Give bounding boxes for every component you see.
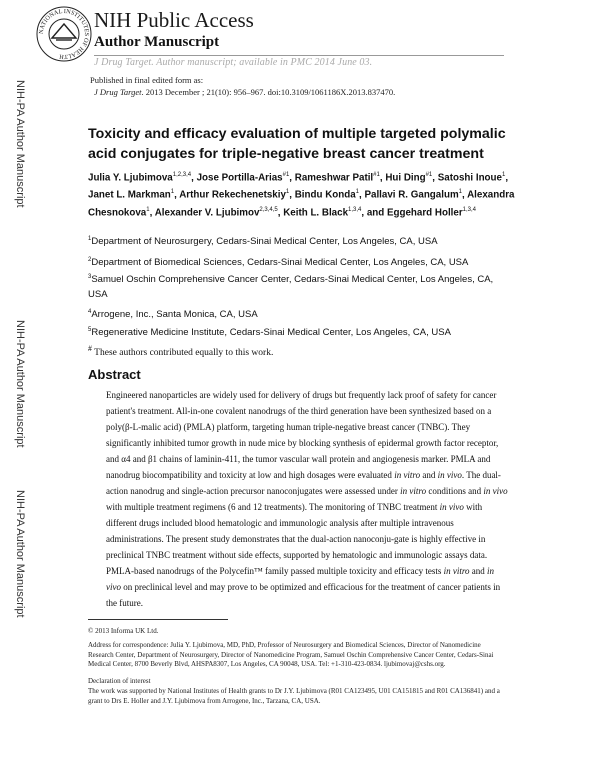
side-label-2: NIH-PA Author Manuscript (14, 320, 26, 448)
journal-availability-line: J Drug Target. Author manuscript; available in PMC 2014 June 03. (94, 57, 373, 68)
article-title: Toxicity and efficacy evaluation of multiple targeted polymalic acid conjugates for triple-negative breast cancer treatment (88, 126, 506, 162)
author-name: Arthur Rekechenetskiy (179, 189, 286, 201)
author-name: Jose Portilla-Arias (196, 172, 283, 184)
author-name: Hui Ding (385, 172, 426, 184)
author-name: Satoshi Inoue (437, 172, 502, 184)
author-name: Rameshwar Patil (294, 172, 374, 184)
author-name: Julia Y. Ljubimova (88, 172, 173, 184)
svg-text:NATIONAL INSTITUTES OF HEALTH (38, 8, 90, 60)
author-affiliation-marker: 1 (285, 189, 290, 196)
author-name: Pallavi R. Gangalum (364, 189, 459, 201)
declaration-text: The work was supported by National Institutes of Health grants to Dr J.Y. Ljubimova (R01 CA123495, U01 CA151815 and R01 CA136841) and a grant to Drs E. Holler and J.Y. Ljubimova from Arrogene, Inc., Tarzana, CA, USA. (88, 687, 500, 705)
author-name: Alexandra Chesnokova (88, 189, 515, 218)
author-affiliation-marker: 1 (501, 172, 506, 178)
affiliation-1: $^1$Department of Neurosurgery, Cedars-Sinai Medical Center, Los Angeles, CA, USA (88, 236, 438, 248)
declaration-heading: Declaration of interest (88, 677, 151, 685)
author-name: Eggehard Holler (386, 206, 463, 218)
logo-ring-text: NATIONAL INSTITUTES OF HEALTH (37, 7, 91, 61)
affiliation-3: $^3$Samuel Oschin Comprehensive Cancer Center, Cedars-Sinai Medical Center, Los Angeles, CA, USA (88, 274, 494, 301)
author-name: Bindu Konda (294, 189, 356, 201)
author-name: Alexander V. Ljubimov (154, 206, 260, 218)
abstract-heading: Abstract (88, 367, 141, 382)
equal-contribution-note: # These authors contributed equally to this work. (88, 344, 274, 359)
affiliation-2: $^2$Department of Biomedical Sciences, Cedars-Sinai Medical Center, Los Angeles, CA, USA (88, 257, 469, 269)
citation: J Drug Target. 2013 December ; 21(10): 956–967. doi:10.3109/1061186X.2013.837470. (94, 87, 396, 97)
author-affiliation-marker: #1 (425, 172, 433, 178)
header-divider (94, 55, 504, 56)
side-label-1: NIH-PA Author Manuscript (14, 80, 26, 208)
author-affiliation-marker: 2,3,4,5 (259, 206, 278, 213)
affiliation-4: $^4$Arrogene, Inc., Santa Monica, CA, USA (88, 309, 258, 321)
affiliation-5: $^5$Regenerative Medicine Institute, Cedars-Sinai Medical Center, Los Angeles, CA, USA (88, 327, 451, 339)
author-affiliation-marker: 1,3,4 (462, 206, 477, 213)
author-name: Keith L. Black (283, 206, 349, 218)
author-affiliation-marker: 1 (458, 189, 463, 196)
nih-logo (36, 6, 92, 62)
side-label-3: NIH-PA Author Manuscript (14, 490, 26, 618)
journal-name: J Drug Target (94, 87, 142, 97)
author-affiliation-marker: 1 (355, 189, 360, 196)
published-label: Published in final edited form as: (90, 75, 204, 85)
author-affiliation-marker: #1 (282, 172, 290, 178)
author-affiliation-marker: 1 (146, 206, 150, 213)
copyright-line: © 2013 Informa UK Ltd. (88, 627, 159, 635)
publication-info (90, 74, 395, 98)
author-name: Janet L. Markman (88, 189, 171, 201)
abstract-text: Engineered nanoparticles are widely used for delivery of drugs but frequently lack proof of safety for cancer patient's treatment. All-in-one covalent nanodrugs of the third generation have been synthesized based on a poly(β-L-malic acid) (PMLA) platform, targeting human triple-negative breast cancer (TNBC). They significantly inhibited tumor growth in nude mice by blocking synthesis of epidermal growth factor receptor, and α4 and β1 chains of laminin-411, the tumor vascular wall protein and angiogenesis marker. PMLA and nanodrug biocompatibility and toxicity at low and high dosages were evaluated in vitro and in vivo. The dual-action nanodrug and single-action precursor nanoconjugates were assessed under in vitro conditions and in vivo with multiple treatment regimens (6 and 12 treatments). The monitoring of TNBC treatment in vivo with different drugs included blood hematologic and immunologic analysis after multiple intravenous administrations. The present study demonstrates that the dual-action nanoconju-gate is highly effective in preclinical TNBC treatment without side effects, supported by hematologic and immunologic assays data. PMLA-based nanodrugs of the Polycefin™ family passed multiple toxicity and efficacy tests in vitro and in vivo on preclinical level and may prove to be optimized and efficacious for the treatment of cancer patients in the future. (106, 390, 508, 608)
author-affiliation-marker: #1 (373, 172, 380, 178)
author-manuscript-label: Author Manuscript (94, 34, 220, 50)
author-affiliation-marker: 1 (170, 189, 175, 196)
correspondence-address: Address for correspondence: Julia Y. Ljubimova, MD, PhD, Professor of Neurosurgery and Biomedical Sciences, Director of Nanomedicine Research Center, Department of Neurosurgery, Director of Nanomedicine Program, Samuel Oschin Comprehensive Cancer Center, Cedars-Sinai Medical Center, 8700 Beverly Blvd, AHSPA8307, Los Angeles, CA 90048, USA. Tel: +1-310-423-0834. ljubimovaj@cshs.org. (88, 641, 494, 668)
nih-public-access-title: NIH Public Access (94, 8, 254, 32)
author-affiliation-marker: 1,3,4 (348, 206, 362, 213)
author-list: Julia Y. Ljubimova$^{1,2,3,4}$, Jose Portilla-Arias$^{\#1}$, Rameshwar Patil$^{\#1}$, Hui Ding$^{\#1}$, Satoshi Inoue$^1$, Janet L. Markman$^1$, Arthur Rekechenetskiy$^1$, Bindu Konda$^1$, Pallavi R. Gangalum$^1$, Alexandra Chesnokova$^1$, Alexander V. Ljubimov$^{2,3,4,5}$, Keith L. Black$^{1,3,4}$, and Eggehard Holler$^{1,3,4}$ (88, 172, 515, 218)
footnote-rule (88, 619, 228, 620)
author-affiliation-marker: 1,2,3,4 (172, 172, 192, 178)
